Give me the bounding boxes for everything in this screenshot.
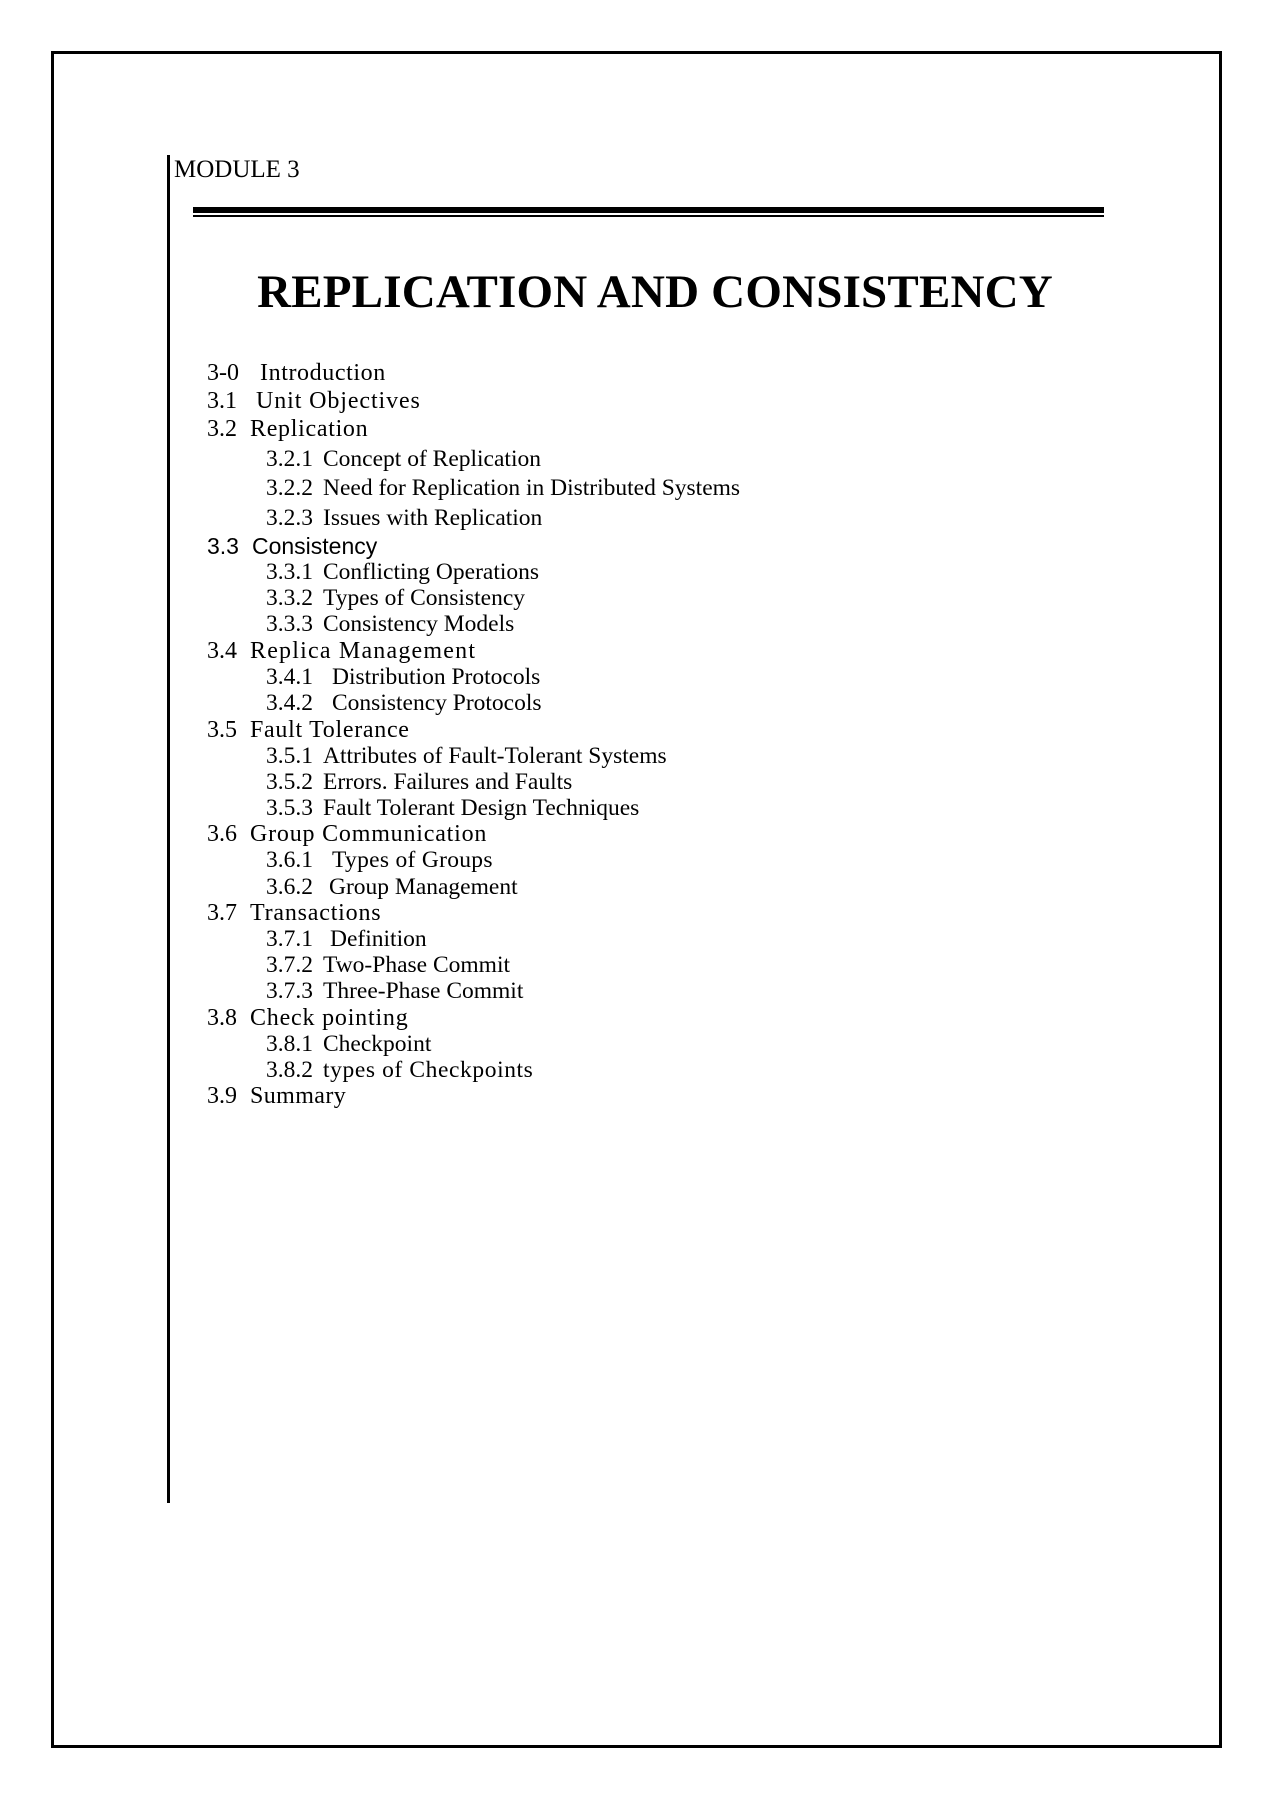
toc-title: Unit Objectives	[256, 388, 421, 414]
toc-section	[207, 900, 381, 927]
toc-number: 3.2.3	[266, 505, 313, 531]
toc-number: 3.3.3	[266, 611, 313, 637]
toc-number: 3.3	[207, 533, 239, 559]
toc-number: 3.3.1	[266, 559, 313, 585]
toc-subsection	[207, 559, 539, 586]
toc-number: 3.4.2	[266, 690, 313, 716]
toc-title: Definition	[330, 926, 427, 952]
toc-number: 3-0	[207, 360, 239, 386]
left-margin-rule	[167, 155, 170, 1503]
toc-title: Fault Tolerant Design Techniques	[323, 795, 640, 821]
toc-title: Consistency Protocols	[332, 690, 542, 716]
toc-number: 3.5	[207, 717, 237, 743]
toc-title: Need for Replication in Distributed Systems	[323, 475, 741, 501]
toc-section	[207, 638, 476, 665]
toc-number: 3.2.1	[266, 446, 313, 472]
toc-title: Types of Groups	[332, 847, 493, 873]
toc-number: 3.5.1	[266, 743, 313, 769]
toc-number: 3.2.2	[266, 475, 313, 501]
toc-number: 3.4.1	[266, 664, 313, 690]
toc-title: Replica Management	[250, 638, 477, 664]
toc-subsection	[207, 690, 542, 717]
toc-title: Introduction	[260, 360, 386, 386]
toc-number: 3.1	[207, 388, 237, 414]
toc-title: Check pointing	[250, 1005, 409, 1031]
toc-number: 3.7.2	[266, 952, 313, 978]
toc-section	[207, 1083, 346, 1110]
toc-section	[207, 388, 421, 415]
toc-title: Checkpoint	[323, 1031, 432, 1057]
page-title: REPLICATION AND CONSISTENCY	[257, 266, 1053, 318]
toc-number: 3.8	[207, 1005, 237, 1031]
toc-subsection	[207, 1031, 431, 1058]
toc-subsection	[207, 847, 493, 874]
toc-title: Consistency	[251, 533, 378, 559]
toc-number: 3.7	[207, 900, 237, 926]
toc-number: 3.2	[207, 416, 237, 442]
toc-title: Issues with Replication	[323, 505, 543, 531]
header-rule-thick	[193, 207, 1104, 213]
toc-number: 3.9	[207, 1083, 237, 1109]
toc-title: Group Management	[329, 874, 518, 900]
toc-number: 3.4	[207, 638, 237, 664]
toc-section	[207, 1005, 409, 1032]
toc-title: Three-Phase Commit	[323, 978, 524, 1004]
toc-subsection	[207, 926, 427, 953]
toc-section	[207, 416, 368, 443]
toc-title: Errors. Failures and Faults	[323, 769, 573, 795]
header-rule-thin	[193, 215, 1104, 217]
toc-title: Replication	[250, 416, 369, 442]
toc-section	[207, 717, 410, 744]
toc-number: 3.6.2	[266, 874, 313, 900]
toc-subsection	[207, 505, 542, 532]
toc-number: 3.5.2	[266, 769, 313, 795]
toc-number: 3.6.1	[266, 847, 313, 873]
toc-subsection	[207, 1057, 533, 1084]
toc-title: Summary	[250, 1083, 347, 1109]
toc-number: 3.6	[207, 821, 237, 847]
toc-subsection	[207, 874, 518, 901]
toc-subsection	[207, 795, 639, 822]
module-label: MODULE 3	[174, 156, 300, 183]
toc-subsection	[207, 978, 523, 1005]
toc-number: 3.3.2	[266, 585, 313, 611]
toc-number: 3.5.3	[266, 795, 313, 821]
toc-section	[207, 821, 487, 848]
toc-subsection	[207, 446, 541, 473]
toc-title: Group Communication	[250, 821, 488, 847]
toc-title: Attributes of Fault-Tolerant Systems	[323, 743, 667, 769]
toc-subsection	[207, 664, 540, 691]
toc-section	[207, 360, 386, 387]
toc-title: types of Checkpoints	[323, 1057, 534, 1083]
toc-subsection	[207, 743, 667, 770]
toc-title: Conflicting Operations	[323, 559, 540, 585]
toc-number: 3.8.2	[266, 1057, 313, 1083]
toc-subsection	[207, 611, 514, 638]
toc-title: Consistency Models	[323, 611, 515, 637]
toc-subsection	[207, 475, 740, 502]
toc-title: Fault Tolerance	[250, 717, 410, 743]
toc-subsection	[207, 952, 510, 979]
toc-section	[207, 533, 377, 560]
toc-title: Concept of Replication	[323, 446, 541, 472]
toc-title: Distribution Protocols	[332, 664, 541, 690]
toc-title: Types of Consistency	[323, 585, 525, 611]
toc-title: Transactions	[250, 900, 382, 926]
toc-number: 3.7.1	[266, 926, 313, 952]
toc-subsection	[207, 769, 572, 796]
toc-title: Two-Phase Commit	[323, 952, 511, 978]
toc-number: 3.8.1	[266, 1031, 313, 1057]
toc-subsection	[207, 585, 525, 612]
toc-number: 3.7.3	[266, 978, 313, 1004]
